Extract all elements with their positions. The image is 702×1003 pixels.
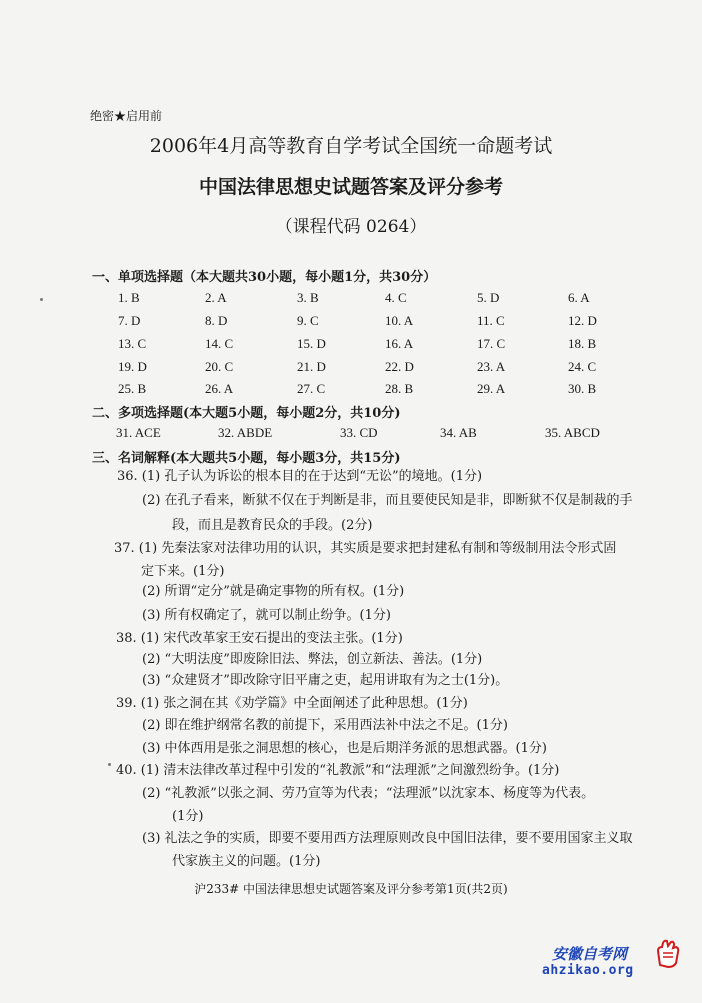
- answer-item: 1. B: [118, 290, 140, 305]
- answer-item: 22. D: [385, 359, 414, 374]
- answer-line: (2) “大明法度”即废除旧法、弊法，创立新法、善法。(1分): [142, 652, 483, 667]
- answer-line: (2) 即在维护纲常名教的前提下，采用西法补中法之不足。(1分): [142, 718, 508, 733]
- answer-item: 30. B: [568, 381, 597, 396]
- answer-item: 24. C: [568, 359, 597, 374]
- secret-mark: 绝密★启用前: [90, 109, 163, 123]
- course-code: （课程代码 0264）: [275, 217, 427, 237]
- answer-item: 29. A: [477, 381, 506, 396]
- logo-en-text: ahzikao.org: [542, 963, 634, 978]
- scan-speck: [108, 763, 111, 766]
- answer-line: (3) 所有权确定了，就可以制止纷争。(1分): [142, 608, 391, 623]
- hand-logo-icon: [654, 939, 682, 969]
- answer-item: 11. C: [477, 313, 505, 328]
- answer-item: 7. D: [118, 313, 141, 328]
- answer-item: 17. C: [477, 336, 506, 351]
- answer-item: 34. AB: [440, 425, 477, 440]
- document-title: 中国法律思想史试题答案及评分参考: [198, 176, 503, 198]
- answer-line: (3) 礼法之争的实质，即要不要用西方法理原则改良中国旧法律，要不要用国家主义取: [142, 831, 633, 846]
- answer-item: 2. A: [205, 290, 227, 305]
- scan-speck: [40, 298, 43, 301]
- answer-line: 定下来。(1分): [141, 564, 225, 579]
- answer-item: 15. D: [297, 336, 326, 351]
- section1-heading: 一、单项选择题（本大题共30小题，每小题1分，共30分）: [92, 270, 437, 285]
- answer-item: 6. A: [568, 290, 590, 305]
- answer-item: 4. C: [385, 290, 407, 305]
- answer-item: 25. B: [118, 381, 147, 396]
- answer-item: 9. C: [297, 313, 319, 328]
- answer-item: 32. ABDE: [218, 425, 273, 440]
- logo-cn-text: 安徽自考网: [552, 945, 628, 963]
- answer-line: 段，而且是教育民众的手段。(2分): [172, 518, 373, 533]
- answer-line: 代家族主义的问题。(1分): [172, 854, 321, 869]
- answer-item: 26. A: [205, 381, 234, 396]
- answer-item: 27. C: [297, 381, 326, 396]
- answer-item: 8. D: [205, 313, 228, 328]
- answer-item: 31. ACE: [116, 425, 161, 440]
- answer-line: (3) “众建贤才”即改除守旧平庸之吏，起用讲取有为之士(1分)。: [142, 673, 509, 688]
- answer-line: 36. (1) 孔子认为诉讼的根本目的在于达到“无讼”的境地。(1分): [117, 469, 483, 484]
- page-footer: 沪233# 中国法律思想史试题答案及评分参考第1页(共2页): [194, 882, 508, 896]
- answer-item: 12. D: [568, 313, 597, 328]
- answer-item: 19. D: [118, 359, 147, 374]
- answer-item: 10. A: [385, 313, 414, 328]
- answer-item: 23. A: [477, 359, 506, 374]
- exam-title: 2006年4月高等教育自学考试全国统一命题考试: [149, 135, 553, 157]
- answer-item: 28. B: [385, 381, 414, 396]
- answer-item: 33. CD: [340, 425, 378, 440]
- answer-line: (1分): [172, 809, 204, 824]
- answer-item: 14. C: [205, 336, 234, 351]
- answer-line: 38. (1) 宋代改革家王安石提出的变法主张。(1分): [116, 631, 403, 646]
- answer-line: (2) “礼教派”以张之洞、劳乃宣等为代表；“法理派”以沈家本、杨度等为代表。: [142, 786, 595, 801]
- answer-line: (2) 在孔子看来，断狱不仅在于判断是非，而且要使民知是非，即断狱不仅是制裁的手: [142, 493, 633, 508]
- answer-line: 39. (1) 张之洞在其《劝学篇》中全面阐述了此种思想。(1分): [116, 696, 468, 711]
- answer-item: 21. D: [297, 359, 326, 374]
- answer-item: 18. B: [568, 336, 597, 351]
- answer-line: (3) 中体西用是张之洞思想的核心，也是后期洋务派的思想武器。(1分): [142, 741, 547, 756]
- answer-item: 5. D: [477, 290, 500, 305]
- answer-item: 35. ABCD: [545, 425, 600, 440]
- answer-line: 37. (1) 先秦法家对法律功用的认识，其实质是要求把封建私有制和等级制用法令形式固: [114, 541, 617, 556]
- section3-heading: 三、名词解释(本大题共5小题，每小题3分，共15分): [92, 451, 401, 466]
- answer-line: 40. (1) 清末法律改革过程中引发的“礼教派”和“法理派”之间激烈纷争。(1分): [116, 763, 560, 778]
- answer-item: 3. B: [297, 290, 319, 305]
- answer-item: 20. C: [205, 359, 234, 374]
- answer-item: 16. A: [385, 336, 414, 351]
- section2-heading: 二、多项选择题(本大题5小题，每小题2分，共10分): [92, 406, 401, 421]
- watermark-logo: [542, 937, 682, 989]
- answer-item: 13. C: [118, 336, 147, 351]
- answer-line: (2) 所谓“定分”就是确定事物的所有权。(1分): [142, 584, 405, 599]
